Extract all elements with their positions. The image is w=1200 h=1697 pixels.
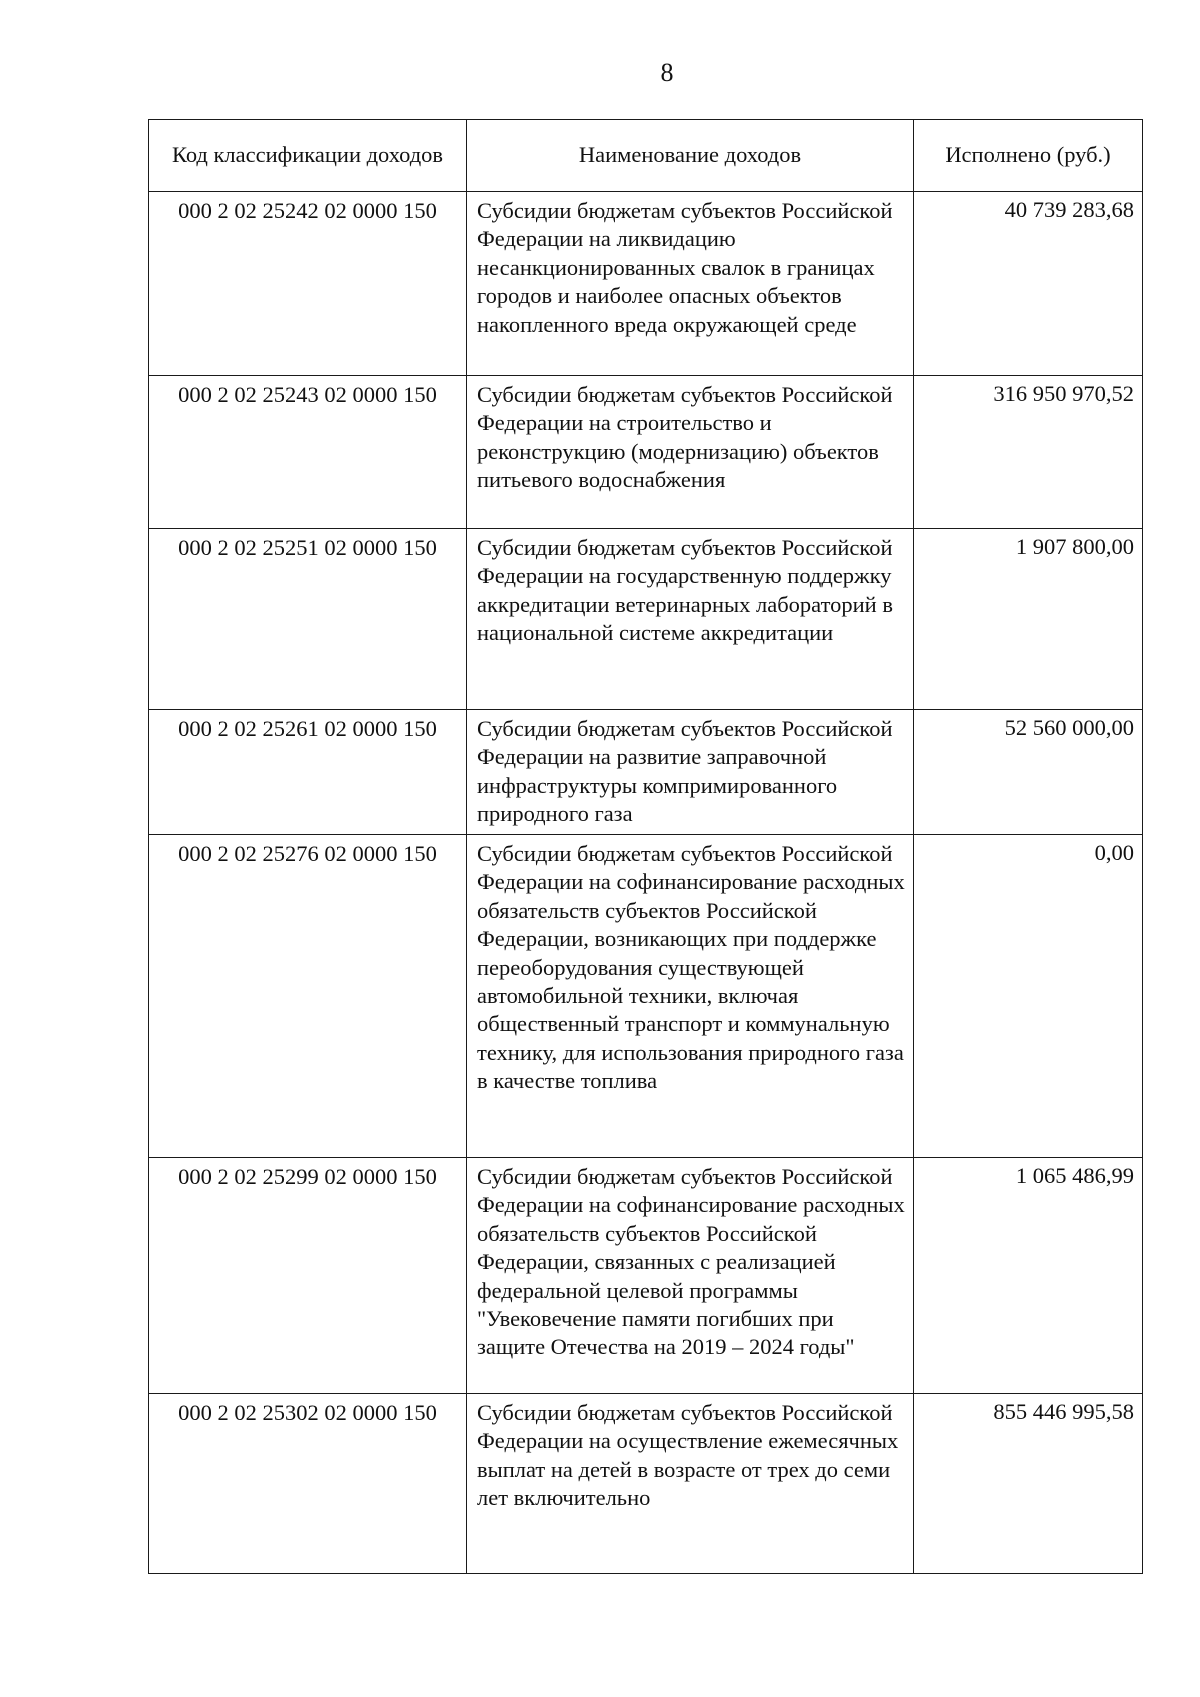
row-name: Субсидии бюджетам субъектов Российской Федерации на строительство и реконструкцию (модернизацию) объектов питьевого водоснабжения [467, 376, 914, 529]
row-name: Субсидии бюджетам субъектов Российской Федерации на софинансирование расходных обязательств субъектов Российской Федерации, связанных с реализацией федеральной целевой программы "Увековечение памяти погибших при защите Отечества на 2019 – 2024 годы" [467, 1158, 914, 1394]
page-number: 8 [660, 58, 674, 87]
row-code: 000 2 02 25242 02 0000 150 [149, 192, 467, 376]
table-body [149, 192, 1143, 1574]
table-row [149, 1158, 1143, 1394]
row-amount: 40 739 283,68 [914, 192, 1143, 376]
row-name: Субсидии бюджетам субъектов Российской Федерации на софинансирование расходных обязательств субъектов Российской Федерации, возникающих при поддержке переоборудования существующей автомобильной техники, включая общественный транспорт и коммунальную технику, для использования природного газа в качестве топлива [467, 835, 914, 1158]
row-amount: 1 907 800,00 [914, 529, 1143, 710]
table-header [149, 120, 1143, 192]
row-code: 000 2 02 25276 02 0000 150 [149, 835, 467, 1158]
row-code: 000 2 02 25243 02 0000 150 [149, 376, 467, 529]
header-name: Наименование доходов [467, 120, 914, 192]
row-code: 000 2 02 25302 02 0000 150 [149, 1394, 467, 1574]
header-amount: Исполнено (руб.) [914, 120, 1143, 192]
row-name: Субсидии бюджетам субъектов Российской Федерации на ликвидацию несанкционированных свалок в границах городов и наиболее опасных объектов накопленного вреда окружающей среде [467, 192, 914, 376]
row-code: 000 2 02 25251 02 0000 150 [149, 529, 467, 710]
row-amount: 316 950 970,52 [914, 376, 1143, 529]
income-table [148, 119, 1143, 1574]
header-code: Код классификации доходов [149, 120, 467, 192]
row-name: Субсидии бюджетам субъектов Российской Федерации на развитие заправочной инфраструктуры компримированного природного газа [467, 710, 914, 835]
row-amount: 52 560 000,00 [914, 710, 1143, 835]
row-name: Субсидии бюджетам субъектов Российской Федерации на государственную поддержку аккредитации ветеринарных лабораторий в национальной системе аккредитации [467, 529, 914, 710]
row-amount: 1 065 486,99 [914, 1158, 1143, 1394]
table-row [149, 192, 1143, 376]
table-row [149, 376, 1143, 529]
row-code: 000 2 02 25299 02 0000 150 [149, 1158, 467, 1394]
table-row [149, 835, 1143, 1158]
table-row [149, 529, 1143, 710]
row-amount: 855 446 995,58 [914, 1394, 1143, 1574]
row-name: Субсидии бюджетам субъектов Российской Федерации на осуществление ежемесячных выплат на детей в возрасте от трех до семи лет включительно [467, 1394, 914, 1574]
row-amount: 0,00 [914, 835, 1143, 1158]
table-row [149, 1394, 1143, 1574]
row-code: 000 2 02 25261 02 0000 150 [149, 710, 467, 835]
table-row [149, 710, 1143, 835]
